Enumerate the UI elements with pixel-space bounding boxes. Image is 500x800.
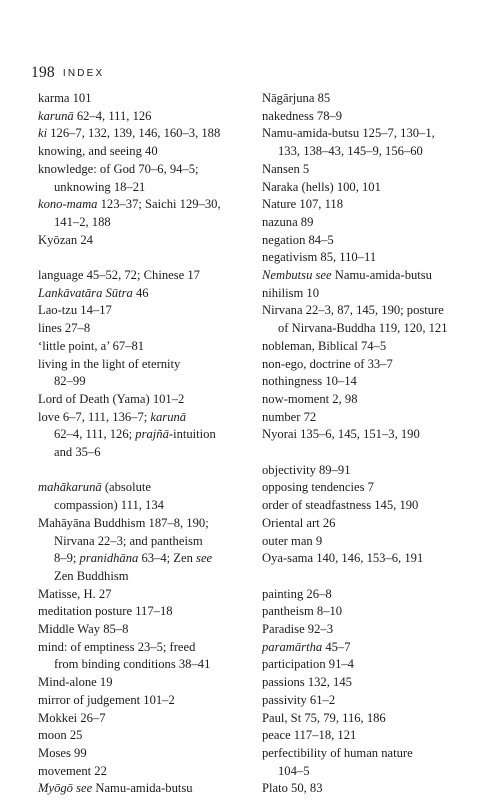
index-entry: painting 26–8	[262, 586, 332, 601]
index-entry: Oriental art 26	[262, 515, 336, 530]
index-entry: Plato 50, 83	[262, 781, 323, 796]
index-entry: Nature 107, 118	[262, 197, 344, 212]
index-entry: nothingness 10–14	[262, 374, 357, 389]
index-entry: Lord of Death (Yama) 101–2	[38, 391, 185, 406]
index-entry: paramārtha 45–7	[262, 639, 351, 654]
index-entry: meditation posture 117–18	[38, 604, 173, 619]
index-entry: Paul, St 75, 79, 116, 186	[262, 710, 386, 725]
index-entry: participation 91–4	[262, 657, 354, 672]
index-entry: love 6–7, 111, 136–7; karunā 62–4, 111, 126; prajñā-intuition and 35–6	[38, 409, 216, 460]
index-entry: nobleman, Biblical 74–5	[262, 338, 387, 353]
index-entry: order of steadfastness 145, 190	[262, 498, 419, 513]
index-entry: negativism 85, 110–11	[262, 250, 377, 265]
section-gap	[38, 462, 236, 480]
index-entry: Nāgārjuna 85	[262, 91, 331, 105]
index-entry: mahākarunā (absolute compassion) 111, 134	[38, 480, 164, 513]
index-entry: living in the light of eternity 82–99	[38, 356, 181, 389]
index-entry: objectivity 89–91	[262, 462, 351, 477]
index-entry: nazuna 89	[262, 214, 314, 229]
index-entry: Nansen 5	[262, 161, 310, 176]
index-entry: mirror of judgement 101–2	[38, 692, 175, 707]
index-entry: knowledge: of God 70–6, 94–5; unknowing 18–21	[38, 161, 199, 194]
index-entry: Naraka (hells) 100, 101	[262, 179, 381, 194]
index-entry: language 45–52, 72; Chinese 17	[38, 268, 200, 283]
running-head: INDEX	[62, 68, 105, 79]
index-column-right	[262, 90, 476, 798]
index-entry: nihilism 10	[262, 285, 320, 300]
index-entry: Paradise 92–3	[262, 622, 333, 637]
index-entry: Mind-alone 19	[38, 675, 113, 690]
index-entry: ‘little point, a’ 67–81	[38, 338, 145, 353]
section-gap	[38, 249, 236, 267]
index-entry: passions 132, 145	[262, 675, 352, 690]
index-entry: lines 27–8	[38, 321, 91, 336]
index-entry: pantheism 8–10	[262, 604, 343, 619]
index-entry: Nirvana 22–3, 87, 145, 190; posture of Nirvana-Buddha 119, 120, 121	[262, 303, 448, 336]
index-entry: Myōgō see Namu-amida-butsu	[38, 781, 193, 796]
index-entry: negation 84–5	[262, 232, 334, 247]
index-column-left	[38, 90, 236, 798]
index-entry: now-moment 2, 98	[262, 391, 358, 406]
index-entry: Nyorai 135–6, 145, 151–3, 190	[262, 427, 420, 442]
section-gap	[262, 568, 476, 586]
index-entry: number 72	[262, 409, 317, 424]
index-entry: karunā 62–4, 111, 126	[38, 108, 152, 123]
index-entry: nakedness 78–9	[262, 108, 343, 123]
index-entry: Namu-amida-butsu 125–7, 130–1, 133, 138–43, 145–9, 156–60	[262, 126, 435, 159]
index-entry: opposing tendencies 7	[262, 480, 374, 495]
page-header	[31, 64, 104, 82]
index-entry: Kyōzan 24	[38, 232, 93, 247]
section-gap	[262, 444, 476, 462]
index-entry: Oya-sama 140, 146, 153–6, 191	[262, 551, 424, 566]
index-entry: Mahāyāna Buddhism 187–8, 190; Nirvana 22–3; and pantheism 8–9; pranidhāna 63–4; Zen see Zen Buddhism	[38, 515, 213, 583]
index-entry: kono-mama 123–37; Saichi 129–30, 141–2, 188	[38, 197, 221, 229]
index-entry: peace 117–18, 121	[262, 728, 357, 743]
index-entry: Mokkei 26–7	[38, 710, 106, 725]
index-entry: karma 101	[38, 91, 92, 105]
index-entry: passivity 61–2	[262, 692, 336, 707]
index-entry: Matisse, H. 27	[38, 586, 112, 601]
index-entry: Lankāvatāra Sūtra 46	[38, 285, 149, 300]
index-entry: movement 22	[38, 763, 107, 778]
index-entry: Moses 99	[38, 745, 87, 760]
page-number: 198	[31, 64, 55, 81]
index-entry: ki 126–7, 132, 139, 146, 160–3, 188	[38, 126, 221, 141]
index-entry: mind: of emptiness 23–5; freed from binding conditions 38–41	[38, 639, 211, 672]
index-entry: Middle Way 85–8	[38, 622, 129, 637]
index-entry: moon 25	[38, 728, 83, 743]
index-entry: Nembutsu see Namu-amida-butsu	[262, 268, 432, 283]
index-entry: non-ego, doctrine of 33–7	[262, 356, 393, 371]
index-entry: knowing, and seeing 40	[38, 144, 158, 159]
index-entry: Lao-tzu 14–17	[38, 303, 112, 318]
index-entry: perfectibility of human nature 104–5	[262, 745, 413, 778]
index-entry: outer man 9	[262, 533, 323, 548]
